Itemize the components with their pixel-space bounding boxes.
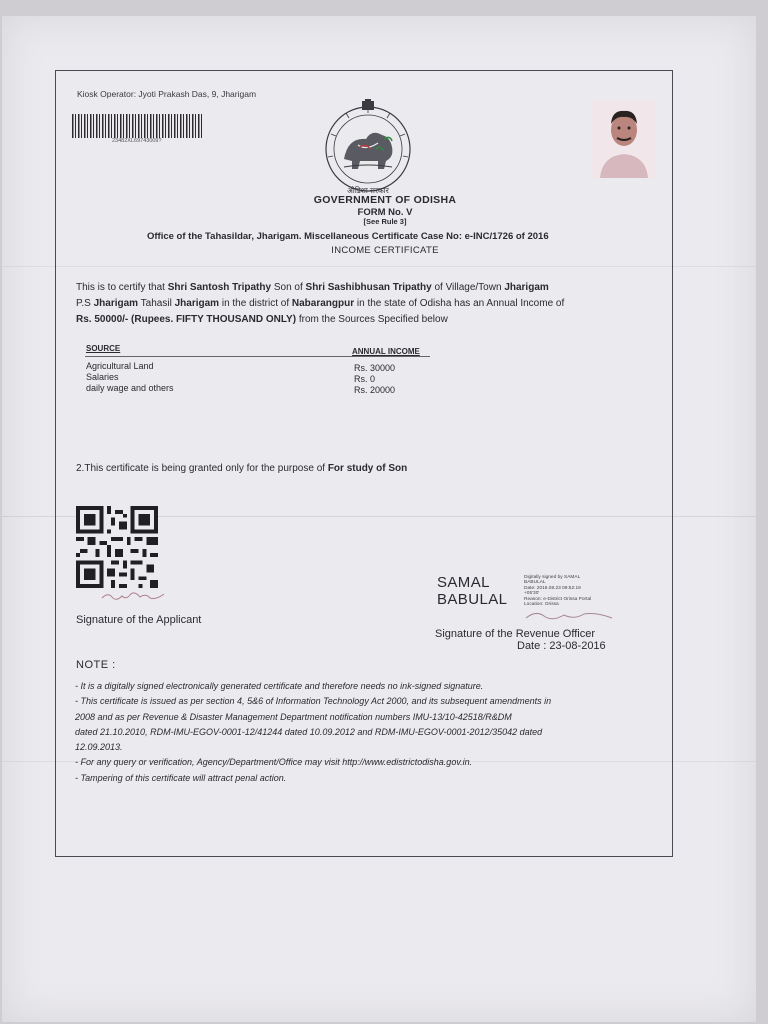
note-line: 12.09.2013.: [75, 742, 123, 753]
digital-signature-line: Reason: e-District Orissa Portal: [524, 596, 592, 602]
body-text: This is to certify that: [76, 282, 168, 293]
body-text: P.S: [76, 298, 94, 309]
district-name: Nabarangpur: [291, 298, 355, 309]
qr-code-icon: [75, 506, 159, 588]
body-text: in the state of Odisha has an Annual Income of: [354, 298, 565, 309]
table-cell-income: Rs. 20000: [354, 385, 396, 395]
officer-last-name: BABULAL: [437, 591, 508, 608]
note-line: - It is a digitally signed electronically generated certificate and therefore needs no ink-signed signature.: [75, 681, 484, 691]
body-text: Son of: [271, 282, 306, 293]
applicant-signature-label: Signature of the Applicant: [76, 614, 202, 626]
village-name: Jharigam: [504, 282, 549, 293]
purpose-text: 2.This certificate is being granted only for the purpose of: [76, 463, 328, 474]
officer-first-name: SAMAL: [437, 574, 490, 591]
officer-signature-name: [437, 574, 507, 608]
revenue-officer-signature-label: Signature of the Revenue Officer: [435, 628, 596, 640]
digital-signature-line: +05'30': [524, 591, 540, 597]
purpose-statement: [76, 463, 407, 474]
note-line: - For any query or verification, Agency/Department/Office may visit http://www.edistrictodisha.gov.in.: [75, 757, 473, 768]
table-cell-source: Salaries: [86, 372, 119, 382]
barcode-number: 23482XL69743009?: [112, 138, 162, 144]
certification-paragraph: [76, 280, 651, 328]
note-line: - Tampering of this certificate will attract penal action.: [75, 772, 287, 783]
digital-signature-mark-icon: [524, 606, 614, 624]
table-rule: [85, 356, 430, 357]
applicant-name: Shri Santosh Tripathy: [167, 282, 272, 293]
note-heading: NOTE :: [76, 659, 116, 671]
digital-signature-line: Date: 2016.08.23 09:52:19: [524, 585, 581, 591]
applicant-signature-icon: [100, 588, 166, 604]
note-line: 2008 and as per Revenue & Disaster Management Department notification numbers IMU-13/10-42518/R&DM: [75, 711, 512, 722]
table-cell-source: Agricultural Land: [86, 361, 154, 371]
body-text: in the district of: [219, 298, 292, 309]
applicant-photo: [592, 100, 656, 178]
certificate-date: Date : 23-08-2016: [517, 640, 606, 652]
digital-signature-details: [524, 575, 591, 607]
table-cell-income: Rs. 0: [354, 374, 376, 384]
body-text: Tahasil: [138, 298, 175, 309]
rule-reference: [See Rule 3]: [363, 217, 407, 226]
odisha-emblem-icon: [320, 99, 416, 195]
purpose-value: For study of Son: [327, 463, 408, 474]
emblem-caption: ओडिशा सरकार: [347, 186, 389, 195]
digital-signature-line: Digitally signed by SAMAL: [524, 575, 581, 580]
father-name: Shri Sashibhusan Tripathy: [305, 282, 432, 293]
police-station: Jharigam: [93, 298, 139, 309]
table-header-annual-income: ANNUAL INCOME: [352, 347, 420, 356]
body-text: of Village/Town: [431, 282, 505, 293]
form-number: FORM No. V: [357, 207, 413, 218]
note-line: dated 21.10.2010, RDM-IMU-EGOV-0001-12/41244 dated 10.09.2012 and RDM-IMU-EGOV-0001-2012/35042 dated: [75, 726, 543, 737]
table-cell-income: Rs. 30000: [354, 363, 396, 373]
digital-signature-line: BABULAL: [524, 580, 546, 586]
government-heading: GOVERNMENT OF ODISHA: [313, 194, 457, 206]
note-list: [75, 679, 635, 786]
barcode: [72, 114, 204, 138]
office-case-number: Office of the Tahasildar, Jharigam. Miscellaneous Certificate Case No: e-INC/1726 of 2016: [147, 231, 549, 242]
body-text: from the Sources Specified below: [296, 314, 448, 325]
kiosk-operator: Kiosk Operator: Jyoti Prakash Das, 9, Jharigam: [77, 89, 257, 99]
certificate-title: INCOME CERTIFICATE: [331, 245, 439, 256]
note-line: - This certificate is issued as per section 4, 5&6 of Information Technology Act 2000, and its subsequent amendments in: [75, 696, 552, 707]
income-amount: Rs. 50000/- (Rupees. FIFTY THOUSAND ONLY): [76, 314, 297, 325]
tahasil-name: Jharigam: [174, 298, 220, 309]
table-header-source: SOURCE: [86, 344, 121, 353]
table-cell-source: daily wage and others: [86, 383, 174, 393]
digital-signature-line: Location: Orissa: [524, 602, 559, 608]
